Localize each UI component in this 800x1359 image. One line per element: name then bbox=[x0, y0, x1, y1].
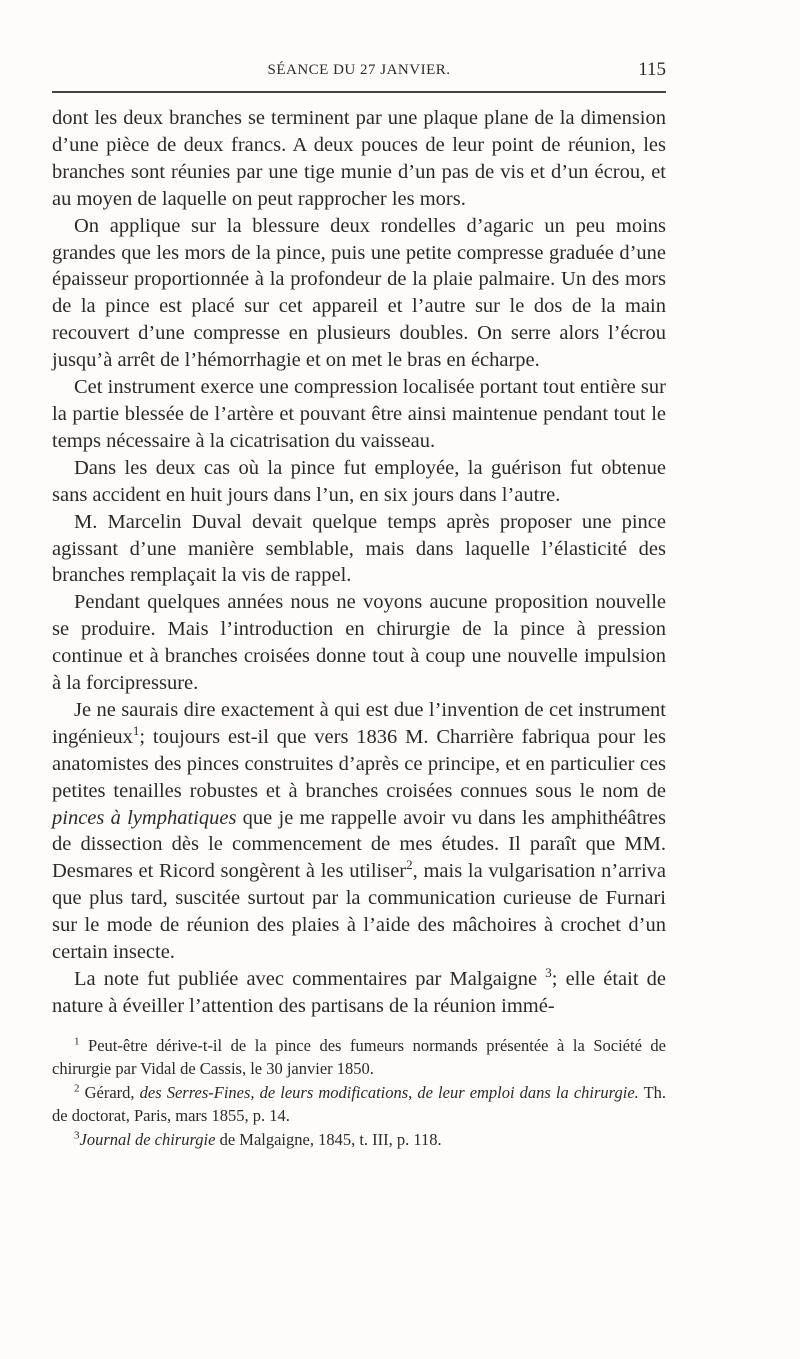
footnotes bbox=[52, 1034, 666, 1152]
footnote bbox=[52, 1081, 666, 1128]
footnote-ref[interactable]: 2 bbox=[406, 857, 413, 873]
italic-term: pinces à lymphatiques bbox=[52, 806, 237, 829]
footnote-marker: 3 bbox=[74, 1129, 80, 1142]
paragraph-text: que je me rappelle avoir vu dans les amphithéâtres de dissection dès le commencement de mes études. Il paraît que MM. Desmares et Ricord songèrent à les utiliser bbox=[52, 806, 666, 883]
paragraph-text: Je ne saurais dire exactement à qui est due l’invention de cet instrument ingénieux bbox=[52, 698, 666, 748]
body-text bbox=[52, 105, 666, 1020]
header-rule bbox=[52, 91, 666, 93]
footnote-marker: 2 bbox=[74, 1082, 80, 1095]
page-number: 115 bbox=[638, 59, 666, 80]
footnote-ref[interactable]: 3 bbox=[545, 965, 552, 981]
footnote-text: Th. de doctorat, Paris, mars 1855, p. 14. bbox=[52, 1082, 667, 1126]
paragraph-text: ; toujours est-il que vers 1836 M. Charrière fabriqua pour les anatomistes des pinces construites d’après ce principe, et en particulier ces petites tenailles robustes et à branches croisées connues sous le nom de bbox=[52, 725, 666, 802]
paragraph bbox=[52, 966, 666, 1020]
paragraph: Pendant quelques années nous ne voyons aucune proposition nouvelle se produire. Mais l’introduction en chirurgie de la pince à pression continue et à branches croisées donne tout à coup une nouvelle impulsion à la forcipressure. bbox=[52, 591, 666, 695]
paragraph: On applique sur la blessure deux rondelles d’agaric un peu moins grandes que les mors de la pince, puis une petite compresse graduée d’une épaisseur proportionnée à la profondeur de la plaie palmaire. Un des mors de la pince est placé sur cet appareil et l’autre sur le dos de la main recouvert d’une compresse en plusieurs doubles. On serre alors l’écrou jusqu’à arrêt de l’hémorrhagie et on met le bras en écharpe. bbox=[52, 214, 666, 372]
paragraph: M. Marcelin Duval devait quelque temps après proposer une pince agissant d’une manière semblable, mais dans laquelle l’élasticité des branches remplaçait la vis de rappel. bbox=[52, 510, 666, 587]
footnote-title: Journal de chirurgie bbox=[79, 1129, 216, 1149]
running-title: SÉANCE DU 27 JANVIER. bbox=[267, 62, 451, 78]
paragraph-text: La note fut publiée avec commentaires par Malgaigne bbox=[74, 968, 538, 990]
footnote-text: de Malgaigne, 1845, t. III, p. 118. bbox=[219, 1129, 442, 1149]
page-header bbox=[52, 58, 666, 88]
paragraph bbox=[52, 697, 666, 966]
footnote bbox=[52, 1034, 666, 1081]
footnote bbox=[52, 1128, 666, 1152]
paragraph-text: ; elle était de nature à éveiller l’attention des partisans de la réunion immé- bbox=[52, 968, 667, 1017]
paragraph-text: , mais la vulgarisation n’arriva que plus tard, suscitée surtout par la communication curieuse de Furnari sur le mode de réunion des plaies à l’aide des mâchoires à crochet d’un certain insecte. bbox=[52, 860, 666, 964]
paragraph: Cet instrument exerce une compression localisée portant tout entière sur la partie blessée de l’artère et pouvant être ainsi maintenue pendant tout le temps nécessaire à la cicatrisation du vaisseau. bbox=[52, 376, 666, 452]
paragraph: Dans les deux cas où la pince fut employée, la guérison fut obtenue sans accident en huit jours dans l’un, en six jours dans l’autre. bbox=[52, 456, 666, 506]
footnote-marker: 1 bbox=[74, 1035, 80, 1048]
footnote-text: Peut-être dérive-t-il de la pince des fumeurs normands présentée à la Société de chirurgie par Vidal de Cassis, le 30 janvier 1850. bbox=[52, 1035, 667, 1079]
paragraph: dont les deux branches se terminent par une plaque plane de la dimension d’une pièce de deux francs. A deux pouces de leur point de réunion, les branches sont réunies par une tige munie d’un pas de vis et d’un écrou, et au moyen de laquelle on peut rapprocher les mors. bbox=[52, 107, 666, 210]
footnote-ref[interactable]: 1 bbox=[132, 723, 140, 739]
page bbox=[52, 58, 666, 1151]
footnote-author: Gérard, bbox=[84, 1082, 135, 1102]
footnote-title: des Serres-Fines, de leurs modifications, de leur emploi dans la chirurgie. bbox=[139, 1082, 639, 1102]
